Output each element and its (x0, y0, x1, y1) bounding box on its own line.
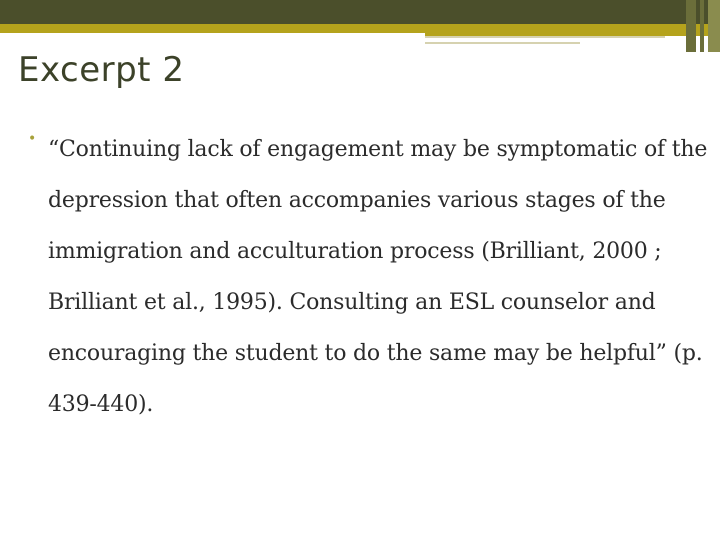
corner-stripe (708, 0, 720, 52)
accent-band (0, 24, 720, 33)
header-band (0, 0, 720, 24)
quote-text: “Continuing lack of engagement may be symptomatic of the depression that often accompanies various stages of the immigration and acculturation process (Brilliant, 2000 ; Brilliant et al., 1995). Consulting an ESL counselor and encouraging the student to do the same may be helpful” (p. 439-440). (48, 137, 708, 417)
slide-body (28, 124, 713, 430)
decorative-line (425, 36, 665, 38)
bullet-icon: • (28, 131, 37, 147)
decorative-line (425, 42, 580, 44)
corner-stripe (700, 0, 704, 52)
slide-title: Excerpt 2 (18, 50, 185, 90)
corner-stripe (686, 0, 696, 52)
